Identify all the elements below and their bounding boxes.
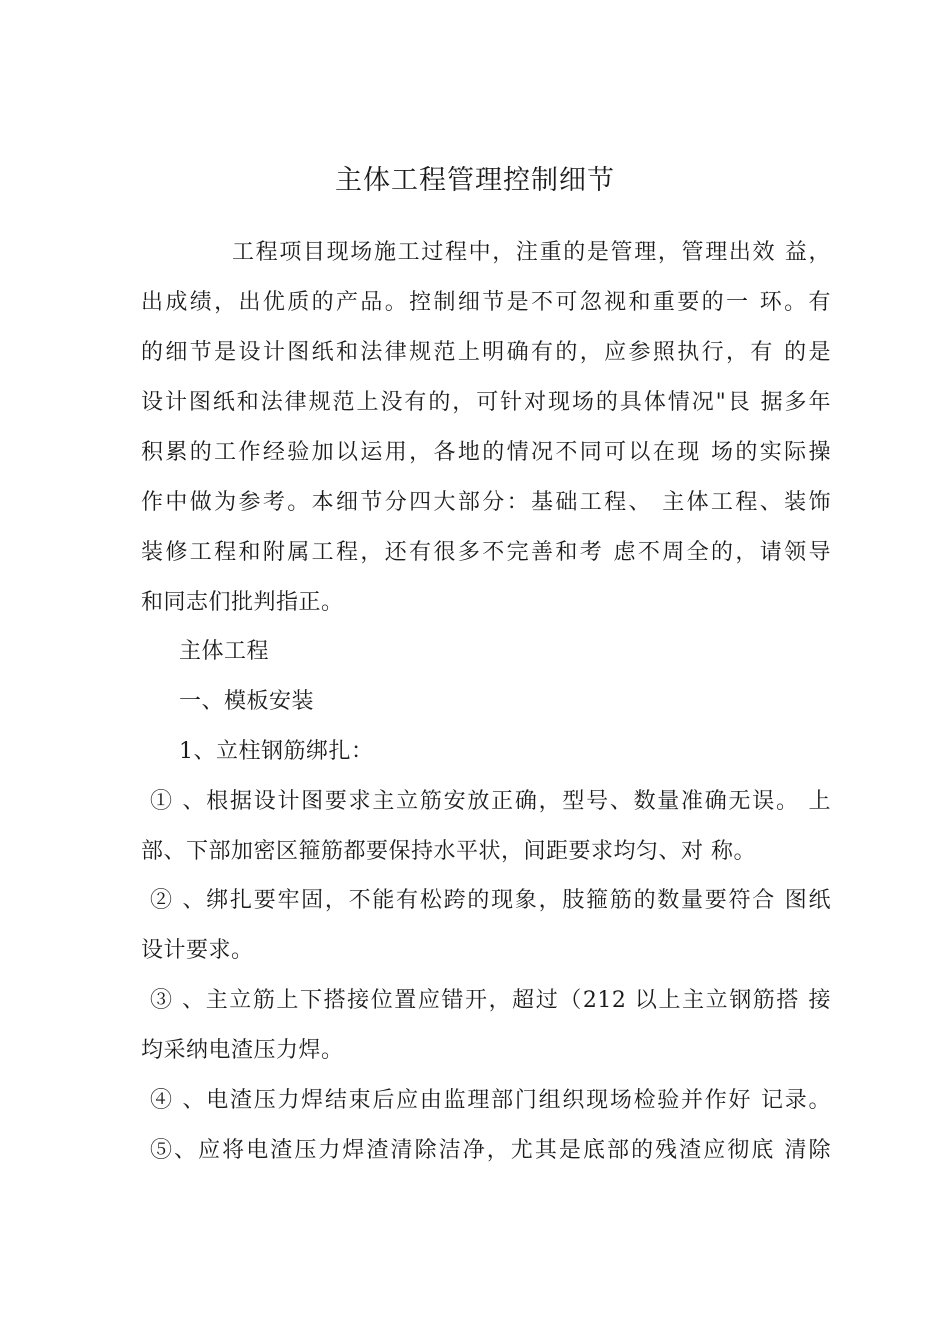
- list-item-1-line-2: 部、下部加密区箍筋都要保持水平状，间距要求均匀、对 称。: [141, 839, 756, 864]
- intro-line-4: 设计图纸和法律规范上没有的，可针对现场的具体情况"艮 据多年: [141, 390, 831, 415]
- list-item-3-line-1: ③ 、主立筋上下搭接位置应错开，超过（212 以上主立钢筋搭 接: [150, 988, 831, 1013]
- intro-line-3: 的细节是设计图纸和法律规范上明确有的，应参照执行，有 的是: [141, 340, 831, 365]
- intro-line-5: 积累的工作经验加以运用，各地的情况不同可以在现 场的实际操: [141, 440, 831, 465]
- item-heading: 1、立柱钢筋绑扎：: [179, 739, 374, 764]
- intro-line-7: 装修工程和附属工程，还有很多不完善和考 虑不周全的，请领导: [141, 540, 831, 565]
- document-title: 主体工程管理控制细节: [335, 165, 615, 196]
- intro-line-1: 工程项目现场施工过程中，注重的是管理，管理出效 益，: [232, 240, 831, 265]
- list-item-1-line-1: ① 、根据设计图要求主立筋安放正确，型号、数量准确无误。 上: [150, 789, 831, 814]
- intro-line-8: 和同志们批判指正。: [141, 590, 344, 615]
- intro-line-6: 作中做为参考。本细节分四大部分：基础工程、 主体工程、装饰: [141, 490, 831, 515]
- section-heading: 主体工程: [179, 639, 270, 664]
- subsection-heading: 一、模板安装: [179, 689, 315, 714]
- list-item-5-line-1: ⑤、应将电渣压力焊渣清除洁净，尤其是底部的残渣应彻底 清除: [150, 1138, 831, 1163]
- list-item-3-line-2: 均采纳电渣压力焊。: [141, 1038, 344, 1063]
- list-item-4-line-1: ④ 、电渣压力焊结束后应由监理部门组织现场检验并作好 记录。: [150, 1088, 831, 1113]
- intro-line-2: 出成绩，出优质的产品。控制细节是不可忽视和重要的一 环。有: [141, 290, 831, 315]
- list-item-2-line-2: 设计要求。: [141, 938, 254, 963]
- list-item-2-line-1: ② 、绑扎要牢固，不能有松跨的现象，肢箍筋的数量要符合 图纸: [150, 888, 831, 913]
